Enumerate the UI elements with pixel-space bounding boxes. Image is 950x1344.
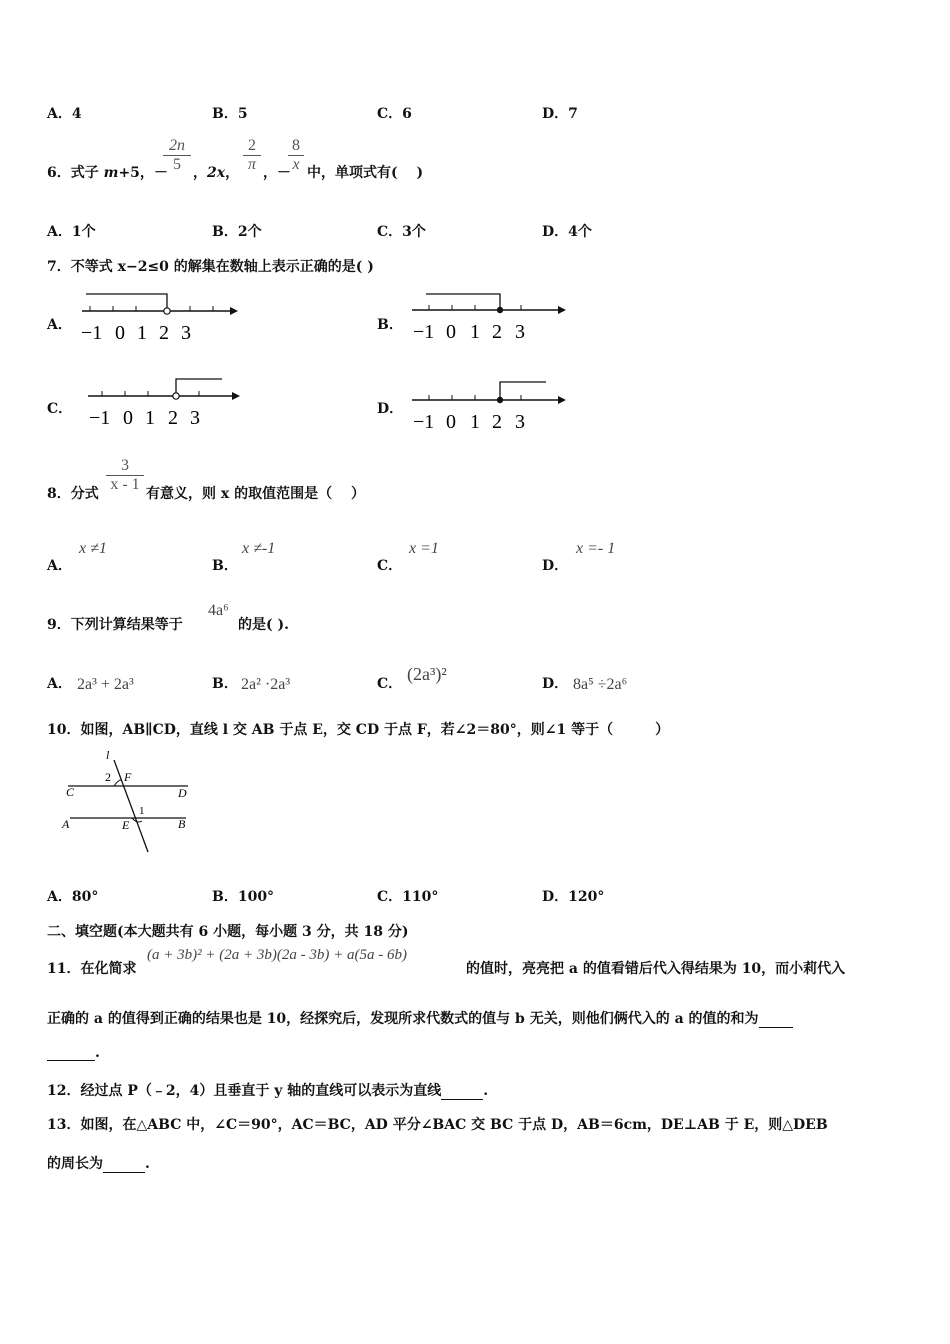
- label-b: B: [178, 817, 186, 831]
- q10-option-c: C．110°: [377, 889, 439, 905]
- q8-fraction-3-over-x-1: 3 x - 1: [106, 457, 144, 494]
- q9-target-expr: 4a⁶: [208, 602, 229, 619]
- q11-answer-blank-cont[interactable]: [47, 1060, 95, 1061]
- q7-number-line-b: [408, 290, 568, 346]
- label-a: A: [62, 817, 70, 831]
- q9-label-d: D．: [542, 676, 569, 692]
- q8-label-d: D．: [542, 558, 569, 574]
- q9-label-a: A．: [47, 676, 72, 692]
- tick-label: −1: [413, 411, 435, 429]
- tick-label: 1: [470, 411, 480, 429]
- tick-label: 1: [137, 322, 147, 344]
- q8-option-d-expr: x =- 1: [576, 540, 616, 557]
- tick-label: 0: [446, 321, 456, 343]
- q6-option-d: D．4个: [542, 224, 592, 240]
- q8-option-b-expr: x ≠-1: [242, 540, 276, 557]
- tick-label: −1: [413, 321, 435, 343]
- q5-option-b: B．5: [212, 106, 248, 122]
- q13-answer-blank[interactable]: [103, 1172, 145, 1173]
- q7-number-line-d: [408, 373, 568, 429]
- section-2-heading: 二、填空题(本大题共有 6 小题，每小题 3 分，共 18 分): [47, 924, 409, 940]
- q9-prefix: 9．下列计算结果等于: [47, 617, 183, 633]
- q6-prefix: 6．式子 m+5，－: [47, 165, 168, 181]
- q10-parallel-lines-figure: [58, 748, 198, 854]
- q6-fraction-2-over-pi: 2 π: [243, 137, 261, 174]
- tick-label: −1: [81, 322, 103, 344]
- label-f: F: [124, 770, 132, 784]
- q10-option-b: B．100°: [212, 889, 275, 905]
- q5-option-c: C．6: [377, 106, 412, 122]
- tick-label: −1: [89, 407, 111, 429]
- tick-label: 3: [515, 411, 525, 429]
- q6-option-c: C．3个: [377, 224, 426, 240]
- q10-stem: 10．如图，AB∥CD，直线 l 交 AB 于点 E，交 CD 于点 F，若∠2＝80°，则∠1 等于（ ）: [47, 722, 670, 738]
- tick-label: 1: [145, 407, 155, 429]
- q6-option-b: B．2个: [212, 224, 262, 240]
- q5-option-a: A．4: [47, 106, 82, 122]
- q8-label-c: C．: [377, 558, 403, 574]
- q8-label-b: B．: [212, 558, 238, 574]
- q6-fraction-2n-over-5: 2n 5: [163, 137, 191, 174]
- q13-line1: 13．如图，在△ABC 中，∠C＝90°，AC＝BC，AD 平分∠BAC 交 BC 于点 D，AB＝6cm，DE⊥AB 于 E，则△DEB: [47, 1117, 828, 1133]
- q8-option-c-expr: x =1: [409, 540, 439, 557]
- q6-option-a: A．1个: [47, 224, 96, 240]
- q9-label-c: C．: [377, 676, 403, 692]
- q7-stem: 7．不等式 x−2≤0 的解集在数轴上表示正确的是( ): [47, 259, 374, 275]
- tick-label: 0: [123, 407, 133, 429]
- q6-fraction-8-over-x: 8 x: [288, 137, 304, 174]
- q9-suffix: 的是( ).: [238, 617, 289, 633]
- tick-label: 0: [446, 411, 456, 429]
- q9-option-a-expr: 2a³ + 2a³: [77, 676, 134, 693]
- tick-label: 3: [181, 322, 191, 344]
- q11-line3: .: [47, 1045, 100, 1061]
- tick-label: 2: [168, 407, 178, 429]
- q7-label-b: B．: [377, 317, 403, 333]
- label-l: l: [106, 748, 110, 762]
- q8-label-a: A．: [47, 558, 72, 574]
- q13-line2: 的周长为 .: [47, 1156, 150, 1172]
- q11-line2: 正确的 a 的值得到正确的结果也是 10，经探究后，发现所求代数式的值与 b 无关，则他们俩代入的 a 的值的和为: [47, 1008, 793, 1028]
- q6-suffix: 中，单项式有( ): [307, 165, 424, 181]
- label-c: C: [66, 785, 75, 799]
- q11-expression: (a + 3b)² + (2a + 3b)(2a - 3b) + a(5a - 6b): [147, 947, 407, 963]
- label-e: E: [122, 818, 130, 832]
- q11-answer-blank[interactable]: [759, 1027, 793, 1028]
- tick-label: 2: [492, 321, 502, 343]
- q7-label-a: A．: [47, 317, 72, 333]
- q8-option-a-expr: x ≠1: [79, 540, 107, 557]
- tick-label: 1: [470, 321, 480, 343]
- q5-option-d: D．7: [542, 106, 578, 122]
- tick-label: 2: [492, 411, 502, 429]
- label-1: 1: [139, 805, 145, 817]
- q11-prefix: 11．在化简求: [47, 961, 137, 977]
- label-d: D: [178, 786, 187, 800]
- q10-option-d: D．120°: [542, 889, 605, 905]
- q11-line1-rest: 的值时，亮亮把 a 的值看错后代入得结果为 10，而小莉代入: [466, 961, 846, 977]
- tick-label: 0: [115, 322, 125, 344]
- q9-label-b: B．: [212, 676, 238, 692]
- q7-label-d: D．: [377, 401, 404, 417]
- q7-label-c: C．: [47, 401, 73, 417]
- q7-number-line-c: [84, 373, 244, 429]
- q8-prefix: 8．分式: [47, 486, 99, 502]
- q6-term-2x: ，2x，: [193, 165, 240, 181]
- q12-text: 12．经过点 P（﹣2，4）且垂直于 y 轴的直线可以表示为直线 .: [47, 1083, 489, 1099]
- q8-suffix: 有意义，则 x 的取值范围是（ ）: [146, 486, 365, 502]
- tick-label: 3: [190, 407, 200, 429]
- q6-minus: ，－: [263, 165, 291, 181]
- tick-label: 3: [515, 321, 525, 343]
- q9-option-c-expr: (2a³)²: [407, 664, 447, 684]
- q12-answer-blank[interactable]: [441, 1099, 483, 1100]
- q10-option-a: A．80°: [47, 889, 99, 905]
- q9-option-d-expr: 8a⁵ ÷2a⁶: [573, 676, 628, 693]
- tick-label: 2: [159, 322, 169, 344]
- label-2: 2: [105, 770, 111, 784]
- q7-number-line-a: [78, 290, 238, 346]
- q9-option-b-expr: 2a² ·2a³: [241, 676, 291, 693]
